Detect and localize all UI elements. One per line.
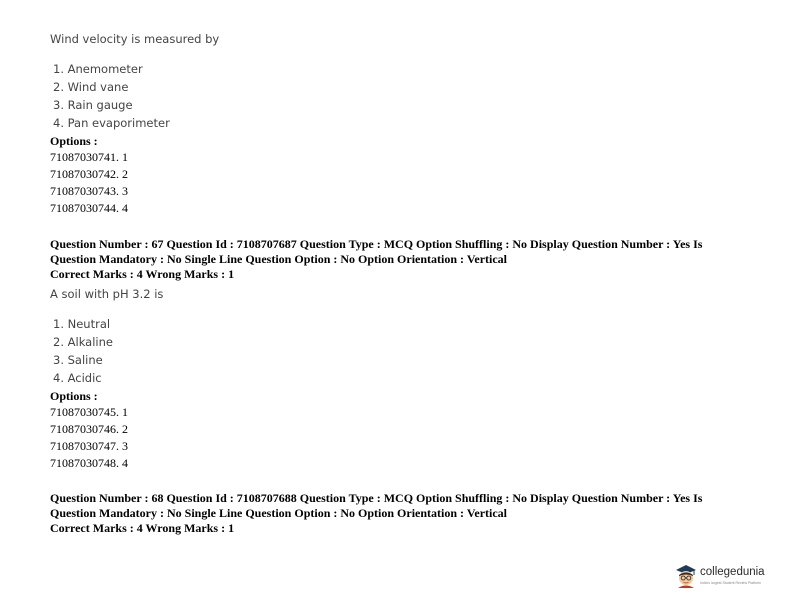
option-item: 2. Wind vane bbox=[53, 80, 129, 94]
option-id: 71087030742. 2 bbox=[50, 167, 128, 181]
collegedunia-logo bbox=[675, 562, 775, 592]
option-id: 71087030745. 1 bbox=[50, 405, 128, 419]
question-meta-line: Question Mandatory : No Single Line Question Option : No Option Orientation : Vertical bbox=[50, 252, 508, 266]
brand-tagline: India's largest Student Review Platform bbox=[700, 581, 761, 585]
options-label: Options : bbox=[50, 134, 98, 148]
marks-line: Correct Marks : 4 Wrong Marks : 1 bbox=[50, 267, 235, 281]
brand-name: collegedunia bbox=[700, 566, 765, 578]
question-text: A soil with pH 3.2 is bbox=[50, 287, 164, 301]
question-meta-line: Question Mandatory : No Single Line Question Option : No Option Orientation : Vertical bbox=[50, 506, 508, 520]
option-list bbox=[53, 60, 170, 132]
question-meta-line: Question Number : 68 Question Id : 7108707688 Question Type : MCQ Option Shuffling : No Display Question Number : Yes Is bbox=[50, 491, 703, 505]
option-id: 71087030747. 3 bbox=[50, 439, 128, 453]
option-id-list bbox=[50, 149, 128, 217]
option-id-list bbox=[50, 404, 128, 472]
option-item: 1. Anemometer bbox=[53, 62, 143, 76]
option-item: 3. Saline bbox=[53, 353, 103, 367]
question-text: Wind velocity is measured by bbox=[50, 32, 220, 46]
option-id: 71087030743. 3 bbox=[50, 184, 128, 198]
option-item: 3. Rain gauge bbox=[53, 98, 133, 112]
option-item: 4. Pan evaporimeter bbox=[53, 116, 170, 130]
student-mascot-icon bbox=[675, 564, 697, 588]
question-meta bbox=[50, 491, 750, 536]
option-id: 71087030748. 4 bbox=[50, 456, 128, 470]
option-id: 71087030746. 2 bbox=[50, 422, 128, 436]
option-item: 1. Neutral bbox=[53, 317, 111, 331]
option-item: 4. Acidic bbox=[53, 371, 102, 385]
marks-line: Correct Marks : 4 Wrong Marks : 1 bbox=[50, 521, 235, 535]
question-meta bbox=[50, 237, 750, 282]
option-id: 71087030744. 4 bbox=[50, 201, 128, 215]
question-meta-line: Question Number : 67 Question Id : 7108707687 Question Type : MCQ Option Shuffling : No Display Question Number : Yes Is bbox=[50, 237, 703, 251]
option-id: 71087030741. 1 bbox=[50, 150, 128, 164]
option-item: 2. Alkaline bbox=[53, 335, 113, 349]
options-label: Options : bbox=[50, 389, 98, 403]
option-list bbox=[53, 315, 113, 387]
